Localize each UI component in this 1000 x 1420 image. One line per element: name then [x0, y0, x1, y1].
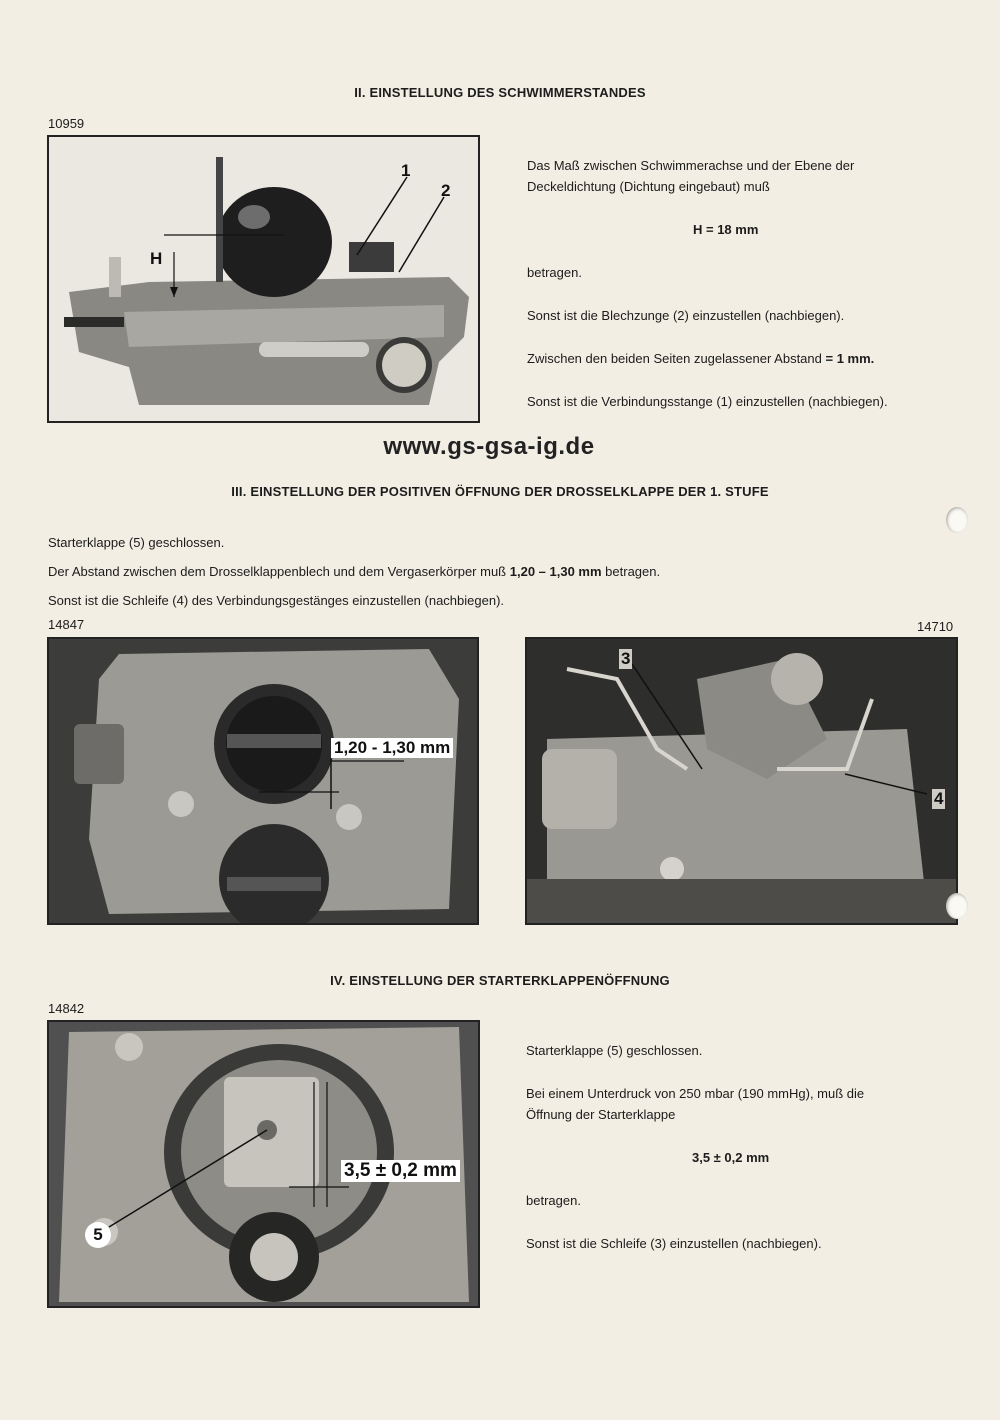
section2-p2: Deckeldichtung (Dichtung eingebaut) muß — [527, 179, 770, 194]
punch-hole-top — [946, 507, 968, 533]
label-3: 3 — [621, 649, 631, 668]
section3-heading: III. EINSTELLUNG DER POSITIVEN ÖFFNUNG DER DROSSELKLAPPE DER 1. STUFE — [231, 484, 769, 499]
section4-value: 3,5 ± 0,2 mm — [692, 1150, 770, 1165]
linkage-photo — [525, 637, 958, 925]
figure-number-14842: 14842 — [48, 1001, 85, 1016]
figure-number-14710: 14710 — [917, 619, 954, 634]
section2-p5-value: = 1 mm. — [825, 351, 875, 366]
section2-p4: Sonst ist die Blechzunge (2) einzustellen (nachbiegen). — [527, 308, 845, 323]
label-4: 4 — [934, 789, 944, 808]
section2-p3: betragen. — [527, 265, 582, 280]
watermark: www.gs-gsa-ig.de — [383, 433, 595, 460]
section3-p1: Starterklappe (5) geschlossen. — [48, 535, 225, 550]
choke-opening-photo — [47, 1020, 480, 1308]
section2-p1: Das Maß zwischen Schwimmerachse und der Ebene der — [527, 158, 855, 173]
throttle-plate-photo — [47, 637, 479, 925]
section3-p2-text: Der Abstand zwischen dem Drosselklappenblech und dem Vergaserkörper muß — [48, 564, 507, 579]
float-level-photo — [47, 135, 480, 423]
section4-text — [526, 1040, 946, 1254]
section3-p2-value: 1,20 – 1,30 mm — [509, 564, 602, 579]
figure-number-14847: 14847 — [48, 617, 85, 632]
section3-p2-end: betragen. — [605, 564, 661, 579]
section3-p2 — [48, 557, 928, 586]
section2-value: H = 18 mm — [693, 222, 759, 237]
section4-p5: Sonst ist die Schleife (3) einzustellen (nachbiegen). — [526, 1236, 822, 1251]
figure-number-10959: 10959 — [48, 116, 85, 131]
label-1: 1 — [401, 161, 411, 180]
label-h: H — [150, 249, 163, 268]
label-2: 2 — [441, 181, 451, 200]
section2-p5-text: Zwischen den beiden Seiten zugelassener Abstand — [527, 351, 822, 366]
punch-hole-bottom — [946, 893, 968, 919]
section2-heading: II. EINSTELLUNG DES SCHWIMMERSTANDES — [354, 85, 646, 100]
section3-p3: Sonst ist die Schleife (4) des Verbindungsgestänges einzustellen (nachbiegen). — [48, 593, 505, 608]
section4-p4: betragen. — [526, 1193, 581, 1208]
throttle-gap-callout: 1,20 - 1,30 mm — [331, 738, 453, 758]
section2-text — [527, 155, 967, 412]
section4-p3: Öffnung der Starterklappe — [526, 1107, 676, 1122]
section2-p5 — [527, 348, 967, 369]
section4-p2: Bei einem Unterdruck von 250 mbar (190 mmHg), muß die — [526, 1086, 865, 1101]
section4-p1: Starterklappe (5) geschlossen. — [526, 1043, 703, 1058]
section3-text — [48, 528, 928, 615]
section2-p6: Sonst ist die Verbindungsstange (1) einzustellen (nachbiegen). — [527, 394, 888, 409]
label-5: 5 — [85, 1222, 111, 1248]
choke-gap-callout: 3,5 ± 0,2 mm — [341, 1160, 460, 1182]
section4-heading: IV. EINSTELLUNG DER STARTERKLAPPENÖFFNUNG — [330, 973, 670, 988]
